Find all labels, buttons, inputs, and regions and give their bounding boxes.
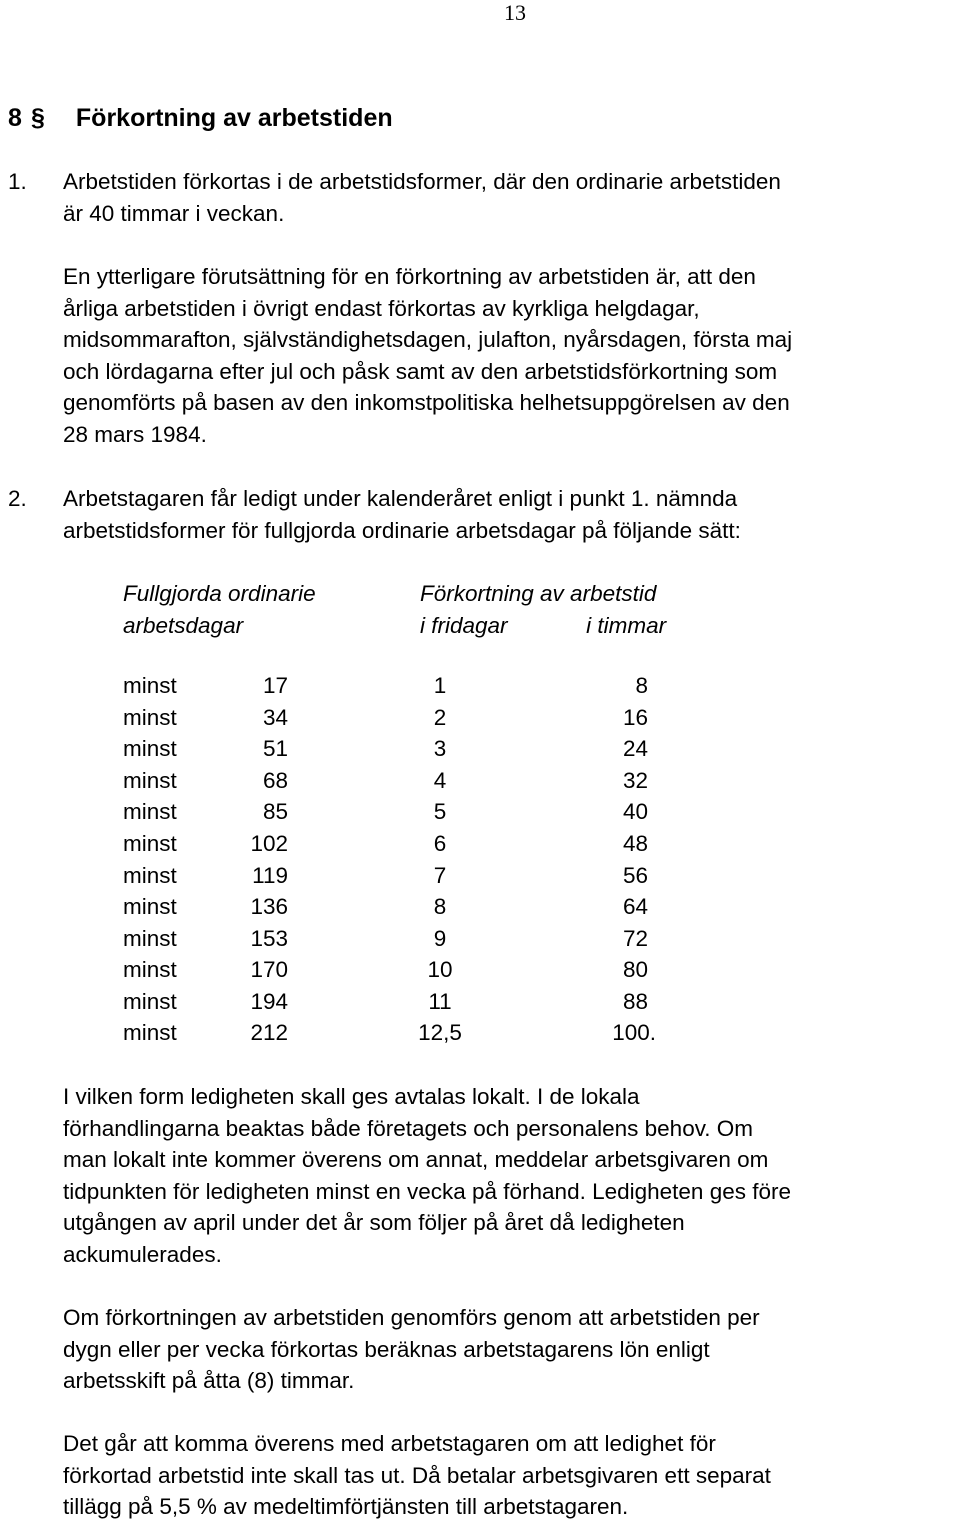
row-label: minst xyxy=(123,989,177,1014)
row-hours: 64 xyxy=(622,894,648,919)
item-1-text xyxy=(63,166,781,229)
row-free-days: 12,5 xyxy=(418,1020,462,1045)
row-workdays: 68 xyxy=(262,768,288,793)
table-row xyxy=(0,733,960,765)
header-free-days: i fridagar xyxy=(420,612,508,638)
row-hours: 40 xyxy=(622,799,648,824)
row-free-days: 9 xyxy=(433,926,447,951)
row-label: minst xyxy=(123,799,177,824)
row-free-days: 4 xyxy=(433,768,447,793)
text-line: Om förkortningen av arbetstiden genomförs genom att arbetstiden per xyxy=(63,1305,760,1330)
row-free-days: 5 xyxy=(433,799,447,824)
row-hours: 88 xyxy=(622,989,648,1014)
row-hours: 80 xyxy=(622,957,648,982)
row-workdays: 51 xyxy=(262,736,288,761)
row-hours: 16 xyxy=(622,705,648,730)
row-workdays: 170 xyxy=(250,957,288,982)
text-line: 28 mars 1984. xyxy=(63,421,207,447)
section-heading xyxy=(8,103,393,133)
text-line: Det går att komma överens med arbetstagaren om att ledighet för xyxy=(63,1431,716,1456)
text-line: och lördagarna efter jul och påsk samt av den arbetstidsförkortning som xyxy=(63,358,778,384)
row-label: minst xyxy=(123,894,177,919)
row-label: minst xyxy=(123,957,177,982)
table-row xyxy=(0,765,960,797)
text-line: Arbetstagaren får ledigt under kalenderåret enligt i punkt 1. nämnda xyxy=(63,486,738,511)
row-hours: 56 xyxy=(622,863,648,888)
section-number: 8 xyxy=(8,104,22,132)
condition-paragraph xyxy=(63,261,792,451)
row-workdays: 212 xyxy=(250,1020,288,1045)
row-workdays: 119 xyxy=(252,863,288,888)
row-workdays: 17 xyxy=(262,673,288,698)
table-row xyxy=(0,891,960,923)
row-hours: 100. xyxy=(612,1020,656,1045)
row-label: minst xyxy=(123,736,177,761)
header-line: Förkortning av arbetstid xyxy=(420,581,657,606)
row-hours: 72 xyxy=(622,926,648,951)
text-line: förkortad arbetstid inte skall tas ut. Då betalar arbetsgivaren ett separat xyxy=(63,1462,771,1488)
table-row xyxy=(0,828,960,860)
table-row xyxy=(0,986,960,1018)
row-free-days: 3 xyxy=(433,736,447,761)
table-row xyxy=(0,1017,960,1049)
row-label: minst xyxy=(123,831,177,856)
row-label: minst xyxy=(123,863,177,888)
row-free-days: 1 xyxy=(433,673,447,698)
header-hours: i timmar xyxy=(586,612,667,638)
section-title: Förkortning av arbetstiden xyxy=(75,104,393,132)
table-header-workdays xyxy=(123,578,316,641)
row-free-days: 8 xyxy=(433,894,447,919)
text-line: förhandlingarna beaktas både företagets och personalens behov. Om xyxy=(63,1115,754,1141)
row-workdays: 136 xyxy=(250,894,288,919)
table-row xyxy=(0,702,960,734)
row-free-days: 7 xyxy=(433,863,447,888)
row-workdays: 194 xyxy=(250,989,288,1014)
text-line: arbetsskift på åtta (8) timmar. xyxy=(63,1368,355,1394)
row-label: minst xyxy=(123,926,177,951)
text-line: ackumulerades. xyxy=(63,1241,222,1267)
text-line: midsommarafton, självständighetsdagen, julafton, nyårsdagen, första maj xyxy=(63,327,793,353)
table-row xyxy=(0,860,960,892)
text-line: man lokalt inte kommer överens om annat, meddelar arbetsgivaren om xyxy=(63,1147,769,1173)
item-2-text xyxy=(63,483,741,546)
text-line: utgången av april under det år som följer på året då ledigheten xyxy=(63,1210,685,1236)
row-free-days: 6 xyxy=(433,831,447,856)
header-line: arbetsdagar xyxy=(123,612,244,638)
text-line: arbetstidsformer för fullgjorda ordinarie arbetsdagar på följande sätt: xyxy=(63,517,741,543)
item-number: 2. xyxy=(8,486,27,511)
row-label: minst xyxy=(123,1020,177,1045)
text-line: genomförts på basen av den inkomstpolitiska helhetsuppgörelsen av den xyxy=(63,390,790,416)
page-number: 13 xyxy=(504,0,526,25)
row-free-days: 11 xyxy=(428,989,452,1014)
text-line: I vilken form ledigheten skall ges avtalas lokalt. I de lokala xyxy=(63,1084,640,1109)
row-hours: 24 xyxy=(622,736,648,761)
row-hours: 32 xyxy=(622,768,648,793)
row-hours: 48 xyxy=(622,831,648,856)
row-workdays: 34 xyxy=(262,705,288,730)
wage-paragraph xyxy=(63,1302,760,1397)
row-workdays: 102 xyxy=(250,831,288,856)
row-label: minst xyxy=(123,768,177,793)
text-line: är 40 timmar i veckan. xyxy=(63,200,285,226)
table-header-reduction xyxy=(420,578,666,641)
row-free-days: 10 xyxy=(427,957,453,982)
row-label: minst xyxy=(123,705,177,730)
row-workdays: 85 xyxy=(262,799,288,824)
row-hours: 8 xyxy=(635,673,648,698)
text-line: tidpunkten för ledigheten minst en vecka på förhand. Ledigheten ges före xyxy=(63,1178,791,1204)
header-line: Fullgjorda ordinarie xyxy=(123,581,316,606)
text-line: Arbetstiden förkortas i de arbetstidsformer, där den ordinarie arbetstiden xyxy=(63,169,781,194)
item-number: 1. xyxy=(8,169,27,194)
text-line: tillägg på 5,5 % av medeltimförtjänsten till arbetstagaren. xyxy=(63,1494,629,1520)
table-row xyxy=(0,796,960,828)
table-row xyxy=(0,670,960,702)
table-row xyxy=(0,954,960,986)
form-paragraph xyxy=(63,1081,791,1271)
text-line: årliga arbetstiden i övrigt endast förkortas av kyrkliga helgdagar, xyxy=(63,295,700,321)
text-line: dygn eller per vecka förkortas beräknas arbetstagarens lön enligt xyxy=(63,1336,710,1362)
header-subline xyxy=(420,610,666,642)
text-line: En ytterligare förutsättning för en förkortning av arbetstiden är, att den xyxy=(63,264,756,289)
row-label: minst xyxy=(123,673,177,698)
table-row xyxy=(0,923,960,955)
section-sign: § xyxy=(30,104,45,132)
row-free-days: 2 xyxy=(433,705,447,730)
row-workdays: 153 xyxy=(250,926,288,951)
supplement-paragraph xyxy=(63,1428,771,1523)
